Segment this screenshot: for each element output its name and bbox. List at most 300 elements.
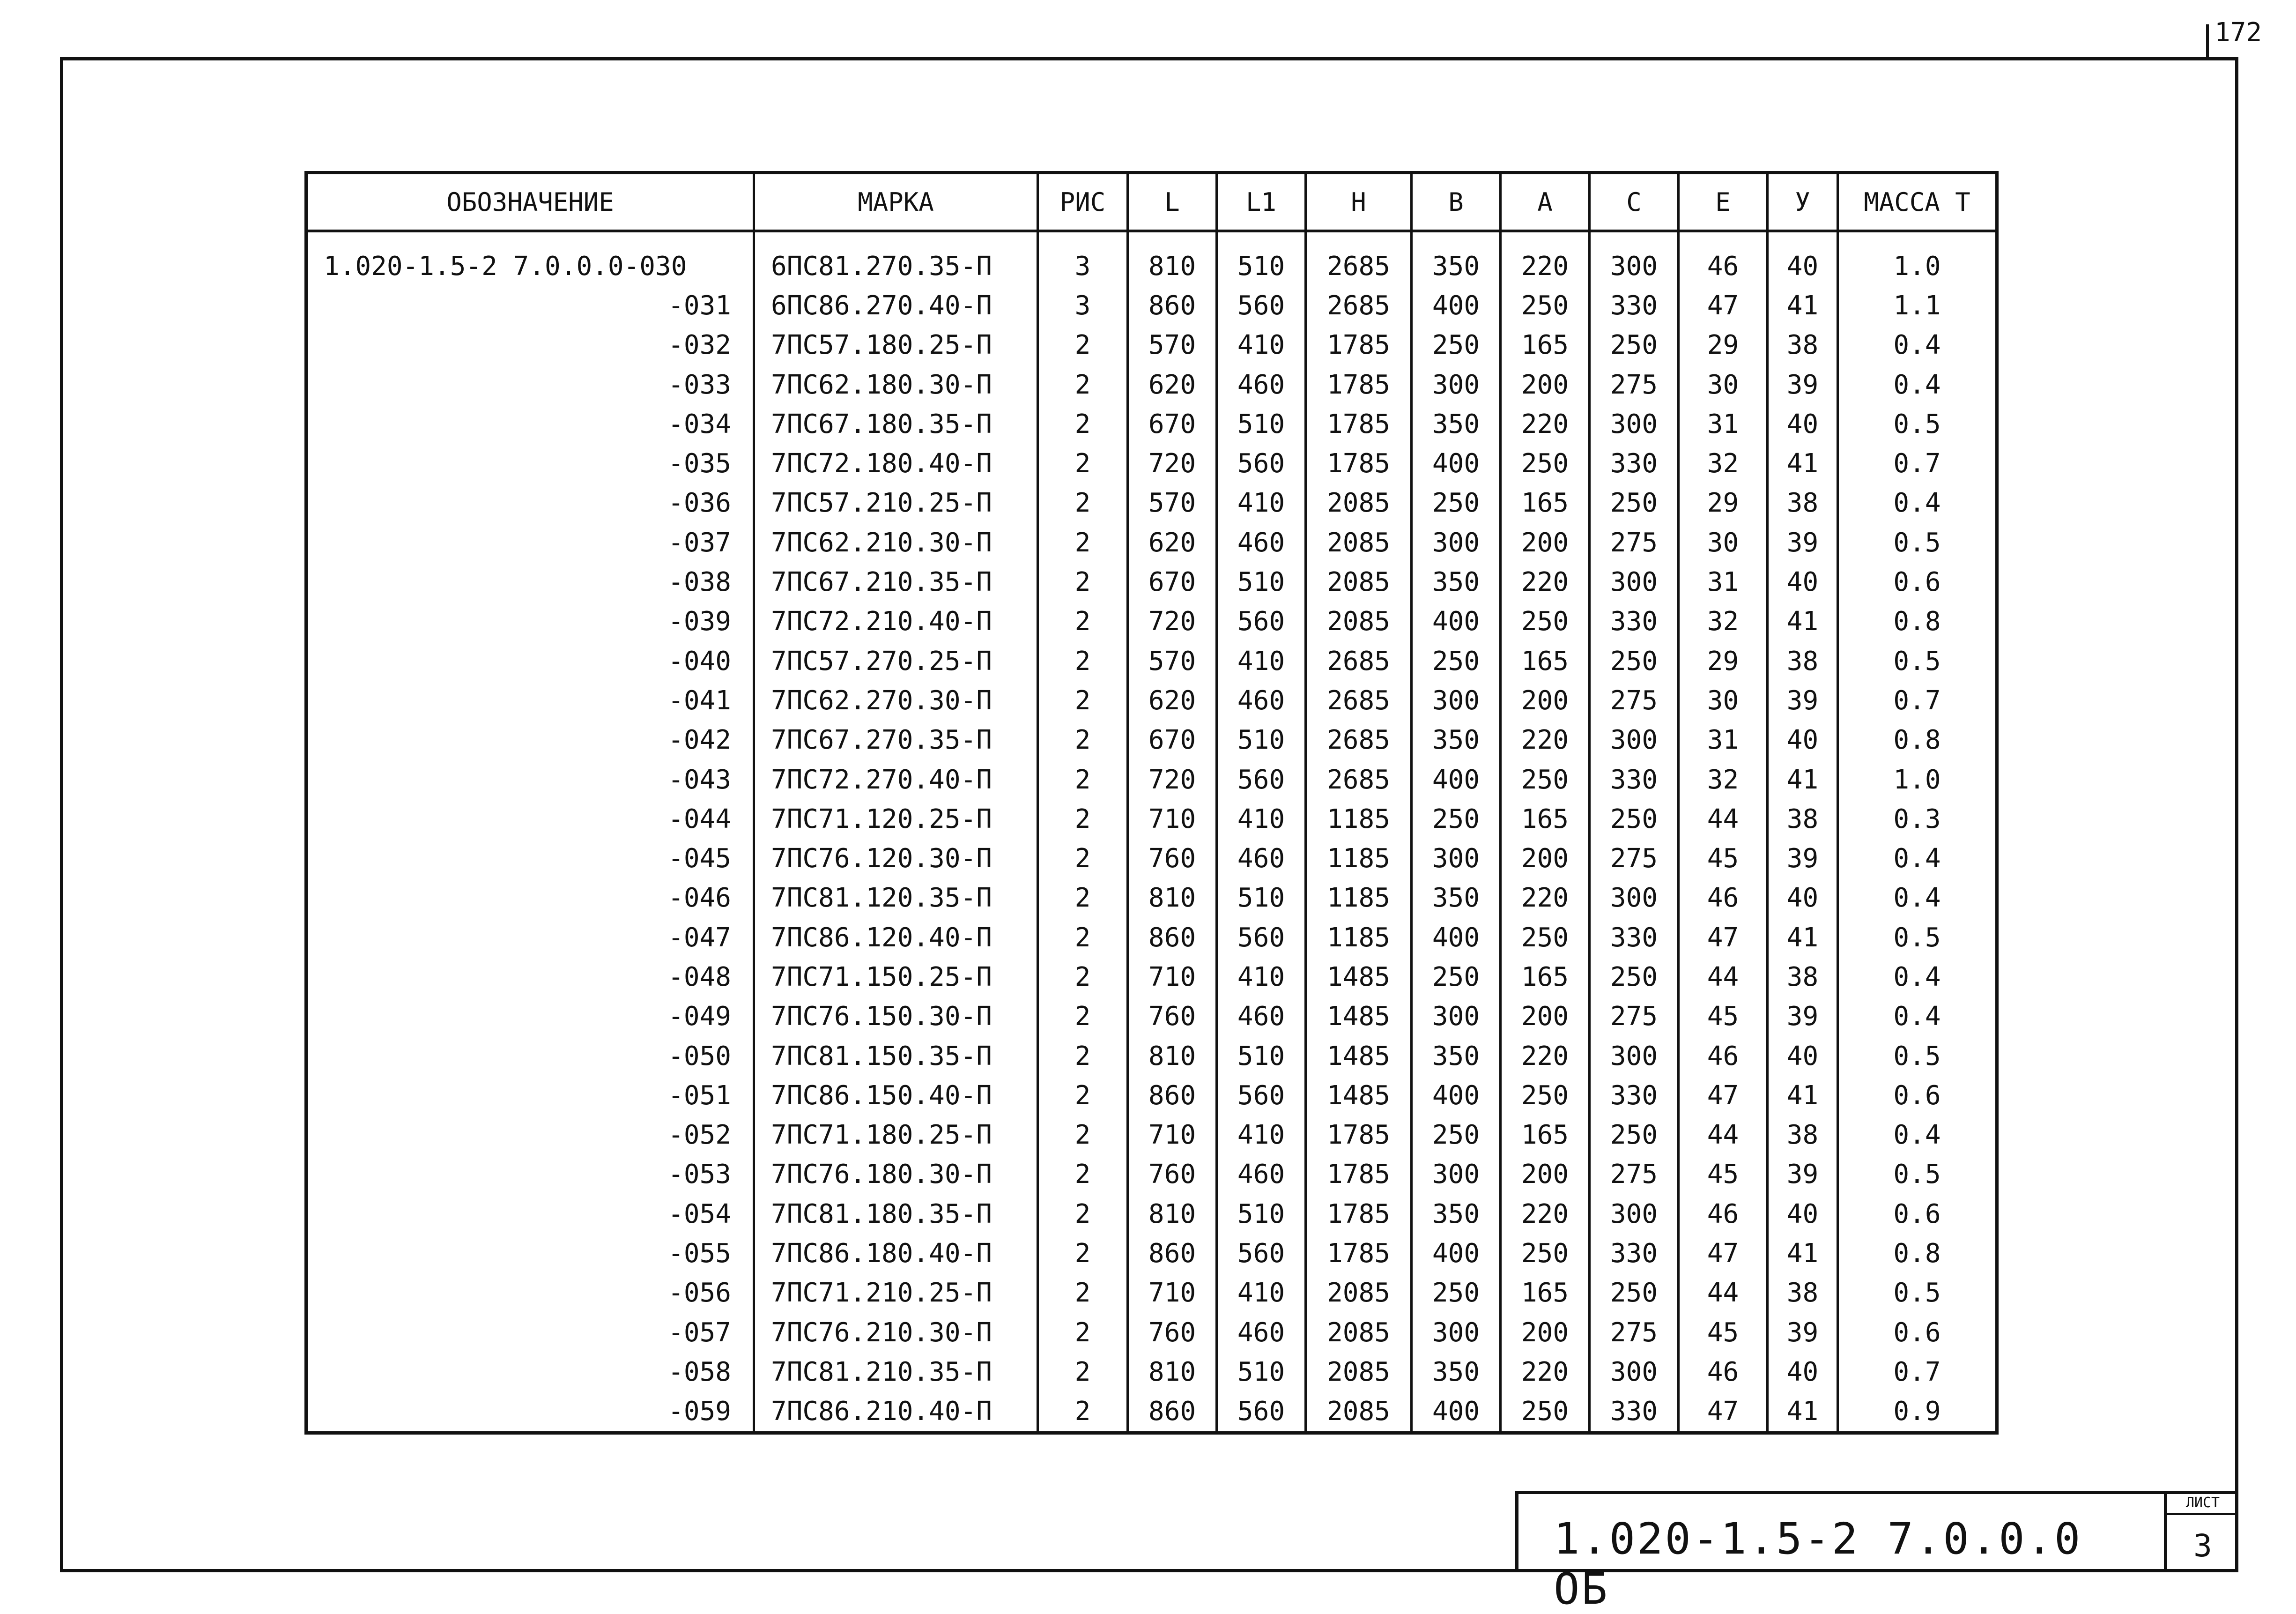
cell-l1: 510 [1217, 1194, 1306, 1234]
cell-b: 400 [1412, 602, 1501, 641]
cell-designation: -041 [306, 681, 754, 720]
cell-l: 620 [1128, 681, 1217, 720]
cell-u: 40 [1768, 878, 1838, 918]
cell-designation: -045 [306, 839, 754, 878]
cell-l1: 410 [1217, 641, 1306, 681]
cell-c: 275 [1590, 523, 1679, 562]
cell-h: 1785 [1306, 444, 1412, 483]
cell-c: 330 [1590, 1076, 1679, 1115]
cell-u: 38 [1768, 326, 1838, 365]
cell-u: 39 [1768, 839, 1838, 878]
column-header-mass: МАССА Т [1838, 173, 1997, 231]
cell-b: 400 [1412, 1076, 1501, 1115]
cell-c: 250 [1590, 1273, 1679, 1313]
cell-u: 38 [1768, 483, 1838, 523]
table-header-row [306, 173, 1997, 231]
cell-l: 860 [1128, 1392, 1217, 1433]
cell-e: 46 [1679, 878, 1768, 918]
cell-b: 350 [1412, 1036, 1501, 1076]
cell-b: 350 [1412, 1352, 1501, 1391]
cell-l: 860 [1128, 918, 1217, 957]
table-row [306, 760, 1997, 799]
cell-mark: 7ПС86.180.40-П [754, 1234, 1038, 1273]
cell-c: 330 [1590, 286, 1679, 325]
cell-h: 2085 [1306, 1273, 1412, 1313]
table-row [306, 602, 1997, 641]
cell-e: 32 [1679, 444, 1768, 483]
cell-designation: -054 [306, 1194, 754, 1234]
cell-b: 250 [1412, 1273, 1501, 1313]
cell-e: 45 [1679, 1155, 1768, 1194]
cell-designation: -047 [306, 918, 754, 957]
cell-a: 200 [1501, 365, 1590, 404]
cell-a: 200 [1501, 997, 1590, 1036]
cell-h: 2085 [1306, 1392, 1412, 1433]
table-row [306, 997, 1997, 1036]
cell-designation: -031 [306, 286, 754, 325]
cell-designation: -035 [306, 444, 754, 483]
cell-e: 45 [1679, 1313, 1768, 1352]
column-header-b: B [1412, 173, 1501, 231]
cell-mass: 1.0 [1838, 760, 1997, 799]
cell-e: 29 [1679, 641, 1768, 681]
cell-mark: 7ПС72.270.40-П [754, 760, 1038, 799]
cell-figure: 3 [1038, 231, 1128, 286]
cell-l: 810 [1128, 1352, 1217, 1391]
cell-a: 250 [1501, 444, 1590, 483]
cell-mass: 0.6 [1838, 1194, 1997, 1234]
cell-c: 330 [1590, 760, 1679, 799]
cell-c: 275 [1590, 365, 1679, 404]
cell-e: 32 [1679, 602, 1768, 641]
cell-figure: 2 [1038, 997, 1128, 1036]
title-block [1515, 1491, 2164, 1614]
cell-designation: -059 [306, 1392, 754, 1433]
cell-e: 47 [1679, 918, 1768, 957]
sheet-box [2164, 1491, 2238, 1572]
specification-table [304, 171, 1999, 1435]
cell-b: 400 [1412, 1234, 1501, 1273]
cell-l: 860 [1128, 286, 1217, 325]
cell-mass: 0.4 [1838, 997, 1997, 1036]
cell-a: 220 [1501, 1352, 1590, 1391]
cell-l1: 510 [1217, 404, 1306, 444]
cell-mark: 7ПС57.180.25-П [754, 326, 1038, 365]
cell-l: 710 [1128, 1273, 1217, 1313]
cell-l1: 410 [1217, 326, 1306, 365]
cell-h: 1485 [1306, 957, 1412, 997]
cell-designation: -046 [306, 878, 754, 918]
table-row [306, 721, 1997, 760]
cell-u: 38 [1768, 957, 1838, 997]
cell-l: 670 [1128, 721, 1217, 760]
cell-u: 40 [1768, 1194, 1838, 1234]
cell-l: 720 [1128, 444, 1217, 483]
table-body [306, 231, 1997, 1433]
cell-l1: 560 [1217, 1392, 1306, 1433]
cell-b: 350 [1412, 231, 1501, 286]
cell-designation: -037 [306, 523, 754, 562]
cell-designation: -051 [306, 1076, 754, 1115]
cell-designation: 1.020-1.5-2 7.0.0.0-030 [306, 231, 754, 286]
cell-figure: 2 [1038, 1116, 1128, 1155]
cell-e: 47 [1679, 286, 1768, 325]
table-row [306, 1352, 1997, 1391]
cell-l1: 560 [1217, 760, 1306, 799]
cell-u: 41 [1768, 286, 1838, 325]
cell-h: 2685 [1306, 286, 1412, 325]
cell-figure: 2 [1038, 562, 1128, 602]
cell-designation: -038 [306, 562, 754, 602]
cell-mass: 0.4 [1838, 483, 1997, 523]
cell-u: 41 [1768, 1076, 1838, 1115]
cell-figure: 2 [1038, 918, 1128, 957]
cell-h: 2685 [1306, 641, 1412, 681]
cell-mark: 7ПС62.210.30-П [754, 523, 1038, 562]
cell-designation: -048 [306, 957, 754, 997]
cell-l: 710 [1128, 957, 1217, 997]
cell-mass: 0.4 [1838, 957, 1997, 997]
cell-figure: 2 [1038, 1076, 1128, 1115]
cell-c: 300 [1590, 878, 1679, 918]
cell-a: 165 [1501, 1116, 1590, 1155]
cell-l1: 460 [1217, 523, 1306, 562]
cell-a: 250 [1501, 918, 1590, 957]
cell-l1: 460 [1217, 1155, 1306, 1194]
cell-b: 300 [1412, 681, 1501, 720]
cell-u: 39 [1768, 1313, 1838, 1352]
cell-a: 220 [1501, 1036, 1590, 1076]
cell-a: 165 [1501, 957, 1590, 997]
cell-c: 300 [1590, 721, 1679, 760]
cell-designation: -058 [306, 1352, 754, 1391]
cell-designation: -040 [306, 641, 754, 681]
cell-u: 39 [1768, 365, 1838, 404]
cell-c: 275 [1590, 681, 1679, 720]
cell-mark: 7ПС57.210.25-П [754, 483, 1038, 523]
cell-e: 46 [1679, 231, 1768, 286]
table-row [306, 523, 1997, 562]
cell-l1: 560 [1217, 286, 1306, 325]
cell-mark: 7ПС62.180.30-П [754, 365, 1038, 404]
cell-c: 250 [1590, 326, 1679, 365]
cell-u: 39 [1768, 681, 1838, 720]
cell-a: 200 [1501, 681, 1590, 720]
cell-b: 250 [1412, 641, 1501, 681]
cell-c: 330 [1590, 918, 1679, 957]
cell-c: 275 [1590, 997, 1679, 1036]
cell-mass: 0.7 [1838, 681, 1997, 720]
cell-l: 860 [1128, 1076, 1217, 1115]
cell-a: 250 [1501, 1234, 1590, 1273]
cell-u: 38 [1768, 1273, 1838, 1313]
cell-designation: -052 [306, 1116, 754, 1155]
cell-a: 250 [1501, 760, 1590, 799]
cell-l: 670 [1128, 404, 1217, 444]
cell-h: 1785 [1306, 1234, 1412, 1273]
cell-l: 620 [1128, 365, 1217, 404]
cell-mark: 6ПС81.270.35-П [754, 231, 1038, 286]
cell-mark: 7ПС71.180.25-П [754, 1116, 1038, 1155]
cell-c: 330 [1590, 602, 1679, 641]
cell-c: 275 [1590, 839, 1679, 878]
cell-h: 1785 [1306, 404, 1412, 444]
cell-c: 300 [1590, 231, 1679, 286]
cell-l: 720 [1128, 760, 1217, 799]
cell-a: 220 [1501, 562, 1590, 602]
cell-a: 200 [1501, 839, 1590, 878]
cell-designation: -036 [306, 483, 754, 523]
cell-figure: 2 [1038, 1155, 1128, 1194]
cell-c: 275 [1590, 1155, 1679, 1194]
cell-mass: 0.8 [1838, 1234, 1997, 1273]
table-row [306, 562, 1997, 602]
cell-e: 44 [1679, 1273, 1768, 1313]
cell-u: 41 [1768, 1234, 1838, 1273]
table-row [306, 1116, 1997, 1155]
cell-u: 40 [1768, 1352, 1838, 1391]
cell-figure: 2 [1038, 760, 1128, 799]
cell-l: 760 [1128, 1313, 1217, 1352]
cell-b: 400 [1412, 444, 1501, 483]
cell-e: 47 [1679, 1076, 1768, 1115]
cell-e: 31 [1679, 404, 1768, 444]
cell-a: 165 [1501, 483, 1590, 523]
cell-u: 41 [1768, 918, 1838, 957]
cell-e: 46 [1679, 1036, 1768, 1076]
cell-l1: 560 [1217, 1076, 1306, 1115]
cell-a: 165 [1501, 326, 1590, 365]
table-row [306, 681, 1997, 720]
cell-u: 38 [1768, 799, 1838, 839]
cell-figure: 2 [1038, 1234, 1128, 1273]
cell-e: 31 [1679, 562, 1768, 602]
table-row [306, 444, 1997, 483]
table-row [306, 1273, 1997, 1313]
cell-a: 250 [1501, 1392, 1590, 1433]
cell-c: 330 [1590, 1234, 1679, 1273]
cell-l: 620 [1128, 523, 1217, 562]
cell-mark: 7ПС71.120.25-П [754, 799, 1038, 839]
cell-b: 350 [1412, 562, 1501, 602]
cell-h: 2085 [1306, 562, 1412, 602]
cell-b: 300 [1412, 1155, 1501, 1194]
sheet-label: ЛИСТ [2167, 1496, 2238, 1515]
cell-h: 1485 [1306, 1036, 1412, 1076]
cell-b: 250 [1412, 483, 1501, 523]
cell-a: 165 [1501, 641, 1590, 681]
cell-h: 2685 [1306, 721, 1412, 760]
cell-b: 350 [1412, 721, 1501, 760]
table-row [306, 957, 1997, 997]
cell-h: 1785 [1306, 326, 1412, 365]
table-row [306, 641, 1997, 681]
cell-e: 44 [1679, 799, 1768, 839]
column-header-a: A [1501, 173, 1590, 231]
cell-a: 220 [1501, 404, 1590, 444]
cell-mass: 0.4 [1838, 1116, 1997, 1155]
cell-u: 39 [1768, 997, 1838, 1036]
cell-figure: 2 [1038, 1273, 1128, 1313]
cell-l: 810 [1128, 1194, 1217, 1234]
cell-b: 350 [1412, 1194, 1501, 1234]
cell-c: 330 [1590, 444, 1679, 483]
table-row [306, 1392, 1997, 1433]
cell-b: 300 [1412, 523, 1501, 562]
cell-designation: -033 [306, 365, 754, 404]
cell-figure: 2 [1038, 878, 1128, 918]
cell-h: 1185 [1306, 799, 1412, 839]
cell-b: 250 [1412, 326, 1501, 365]
cell-l: 810 [1128, 878, 1217, 918]
page-number: 172 [2215, 17, 2262, 48]
cell-mark: 7ПС76.120.30-П [754, 839, 1038, 878]
column-header-mark: МАРКА [754, 173, 1038, 231]
cell-b: 400 [1412, 1392, 1501, 1433]
cell-figure: 2 [1038, 957, 1128, 997]
cell-mass: 0.4 [1838, 878, 1997, 918]
cell-b: 350 [1412, 878, 1501, 918]
cell-a: 220 [1501, 1194, 1590, 1234]
cell-l1: 410 [1217, 1273, 1306, 1313]
cell-mass: 0.5 [1838, 1036, 1997, 1076]
cell-h: 1185 [1306, 878, 1412, 918]
cell-e: 46 [1679, 1352, 1768, 1391]
cell-designation: -056 [306, 1273, 754, 1313]
cell-l1: 460 [1217, 997, 1306, 1036]
cell-a: 200 [1501, 1155, 1590, 1194]
column-header-figure: РИС [1038, 173, 1128, 231]
cell-mass: 0.6 [1838, 1076, 1997, 1115]
cell-mass: 0.5 [1838, 918, 1997, 957]
cell-l: 760 [1128, 839, 1217, 878]
cell-designation: -043 [306, 760, 754, 799]
cell-h: 2685 [1306, 760, 1412, 799]
cell-mass: 1.1 [1838, 286, 1997, 325]
sheet-number: 3 [2193, 1528, 2212, 1564]
table-row [306, 1155, 1997, 1194]
cell-a: 200 [1501, 1313, 1590, 1352]
cell-b: 400 [1412, 918, 1501, 957]
cell-mass: 0.7 [1838, 1352, 1997, 1391]
cell-mark: 7ПС86.150.40-П [754, 1076, 1038, 1115]
cell-h: 1185 [1306, 918, 1412, 957]
cell-c: 250 [1590, 1116, 1679, 1155]
cell-b: 400 [1412, 286, 1501, 325]
column-header-l1: L1 [1217, 173, 1306, 231]
cell-mass: 0.3 [1838, 799, 1997, 839]
cell-h: 1485 [1306, 1076, 1412, 1115]
cell-l1: 410 [1217, 799, 1306, 839]
cell-c: 300 [1590, 1036, 1679, 1076]
cell-mass: 1.0 [1838, 231, 1997, 286]
table-row [306, 231, 1997, 286]
cell-figure: 2 [1038, 1392, 1128, 1433]
cell-c: 250 [1590, 799, 1679, 839]
page-number-tick [2206, 24, 2209, 57]
cell-l1: 510 [1217, 1352, 1306, 1391]
cell-figure: 3 [1038, 286, 1128, 325]
table-row [306, 839, 1997, 878]
cell-l1: 410 [1217, 957, 1306, 997]
cell-h: 1185 [1306, 839, 1412, 878]
cell-e: 30 [1679, 365, 1768, 404]
table-row [306, 1234, 1997, 1273]
cell-b: 250 [1412, 799, 1501, 839]
cell-e: 47 [1679, 1234, 1768, 1273]
cell-e: 29 [1679, 326, 1768, 365]
cell-designation: -044 [306, 799, 754, 839]
cell-mark: 7ПС76.210.30-П [754, 1313, 1038, 1352]
cell-designation: -053 [306, 1155, 754, 1194]
cell-mass: 0.4 [1838, 839, 1997, 878]
cell-mass: 0.5 [1838, 1155, 1997, 1194]
cell-b: 300 [1412, 839, 1501, 878]
cell-h: 1485 [1306, 997, 1412, 1036]
cell-mass: 0.5 [1838, 523, 1997, 562]
cell-b: 250 [1412, 957, 1501, 997]
cell-u: 38 [1768, 1116, 1838, 1155]
cell-designation: -057 [306, 1313, 754, 1352]
cell-l1: 460 [1217, 839, 1306, 878]
cell-figure: 2 [1038, 523, 1128, 562]
cell-mark: 7ПС86.210.40-П [754, 1392, 1038, 1433]
cell-designation: -055 [306, 1234, 754, 1273]
cell-a: 220 [1501, 231, 1590, 286]
column-header-designation: ОБОЗНАЧЕНИЕ [306, 173, 754, 231]
cell-mass: 0.9 [1838, 1392, 1997, 1433]
cell-h: 1785 [1306, 1194, 1412, 1234]
cell-figure: 2 [1038, 326, 1128, 365]
cell-u: 40 [1768, 721, 1838, 760]
cell-figure: 2 [1038, 444, 1128, 483]
cell-h: 2685 [1306, 681, 1412, 720]
cell-mark: 7ПС86.120.40-П [754, 918, 1038, 957]
cell-b: 300 [1412, 365, 1501, 404]
cell-l1: 410 [1217, 483, 1306, 523]
column-header-e: E [1679, 173, 1768, 231]
cell-c: 275 [1590, 1313, 1679, 1352]
cell-l1: 560 [1217, 1234, 1306, 1273]
cell-mark: 7ПС62.270.30-П [754, 681, 1038, 720]
cell-figure: 2 [1038, 839, 1128, 878]
cell-l: 570 [1128, 641, 1217, 681]
cell-u: 40 [1768, 1036, 1838, 1076]
cell-u: 39 [1768, 523, 1838, 562]
column-header-h: H [1306, 173, 1412, 231]
cell-e: 45 [1679, 839, 1768, 878]
cell-l1: 510 [1217, 878, 1306, 918]
table-row [306, 326, 1997, 365]
table-row [306, 483, 1997, 523]
cell-l1: 510 [1217, 1036, 1306, 1076]
cell-l: 720 [1128, 602, 1217, 641]
cell-u: 40 [1768, 562, 1838, 602]
cell-designation: -049 [306, 997, 754, 1036]
cell-u: 41 [1768, 1392, 1838, 1433]
cell-mark: 7ПС57.270.25-П [754, 641, 1038, 681]
cell-mark: 7ПС72.180.40-П [754, 444, 1038, 483]
cell-mark: 7ПС81.120.35-П [754, 878, 1038, 918]
cell-figure: 2 [1038, 483, 1128, 523]
cell-u: 41 [1768, 760, 1838, 799]
cell-a: 250 [1501, 1076, 1590, 1115]
cell-h: 2685 [1306, 231, 1412, 286]
cell-a: 200 [1501, 523, 1590, 562]
cell-l1: 560 [1217, 444, 1306, 483]
cell-u: 41 [1768, 602, 1838, 641]
cell-figure: 2 [1038, 1313, 1128, 1352]
